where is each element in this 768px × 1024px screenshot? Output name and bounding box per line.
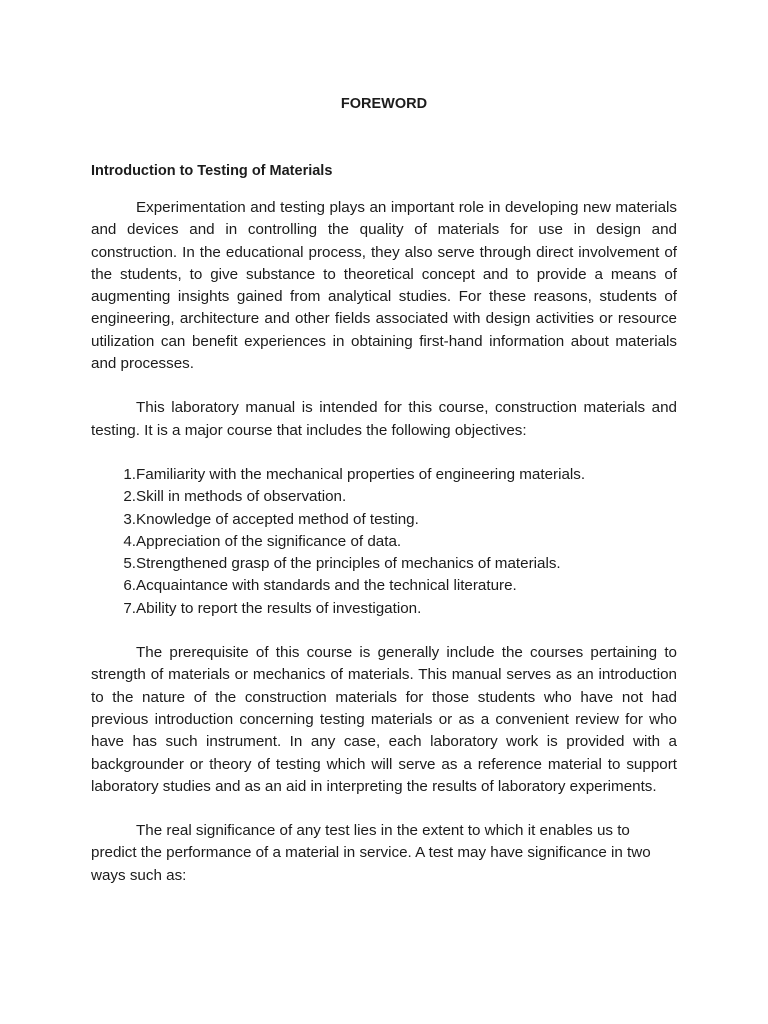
list-item-text: Knowledge of accepted method of testing. [136, 510, 419, 528]
list-item-text: Acquaintance with standards and the technical literature. [136, 577, 517, 595]
list-item [91, 531, 677, 553]
list-item-number: 4. [123, 532, 136, 550]
paragraph-intro: Experimentation and testing plays an important role in developing new materials and devices and in controlling the quality of materials for use in design and construction. In the educational process, they also serve through direct involvement of the students, to give substance to theoretical concept and to provide a means of augmenting insights gained from analytical studies. For these reasons, students of engineering, architecture and other fields associated with design activities or resource utilization can benefit experiences in obtaining first-hand information about materials and processes. [91, 199, 677, 373]
list-item-number: 3. [123, 510, 136, 528]
list-item-text: Ability to report the results of investigation. [136, 599, 422, 617]
page-title: FOREWORD [340, 96, 428, 112]
list-item-number: 5. [123, 555, 136, 573]
paragraph-manual-purpose: This laboratory manual is intended for this course, construction materials and testing. It is a major course that includes the following objectives: [91, 399, 677, 439]
list-item-text: Familiarity with the mechanical properties of engineering materials. [136, 465, 586, 483]
objectives-list [91, 464, 677, 620]
list-item-text: Strengthened grasp of the principles of mechanics of materials. [136, 555, 561, 573]
list-item-number: 7. [123, 599, 136, 617]
list-item [91, 509, 677, 531]
paragraph-significance: The real significance of any test lies in the extent to which it enables us to predict the performance of a material in service. A test may have significance in two ways such as: [91, 822, 651, 884]
list-item-number: 6. [123, 577, 136, 595]
list-item [91, 486, 677, 508]
list-item [91, 464, 677, 486]
document-page [91, 93, 677, 887]
list-item [91, 553, 677, 575]
list-item [91, 598, 677, 620]
list-item-number: 2. [123, 488, 136, 506]
section-heading: Introduction to Testing of Materials [91, 163, 333, 179]
list-item [91, 575, 677, 597]
list-item-number: 1. [123, 465, 136, 483]
paragraph-prerequisite: The prerequisite of this course is generally include the courses pertaining to strength of materials or mechanics of materials. This manual serves as an introduction to the nature of the construction materials for those students who have not had previous introduction concerning testing materials or as a convenient review for who have has such instrument. In any case, each laboratory work is provided with a backgrounder or theory of testing which will serve as a reference material to support laboratory studies and as an aid in interpreting the results of laboratory experiments. [91, 644, 677, 795]
list-item-text: Skill in methods of observation. [136, 488, 347, 506]
list-item-text: Appreciation of the significance of data. [136, 532, 402, 550]
